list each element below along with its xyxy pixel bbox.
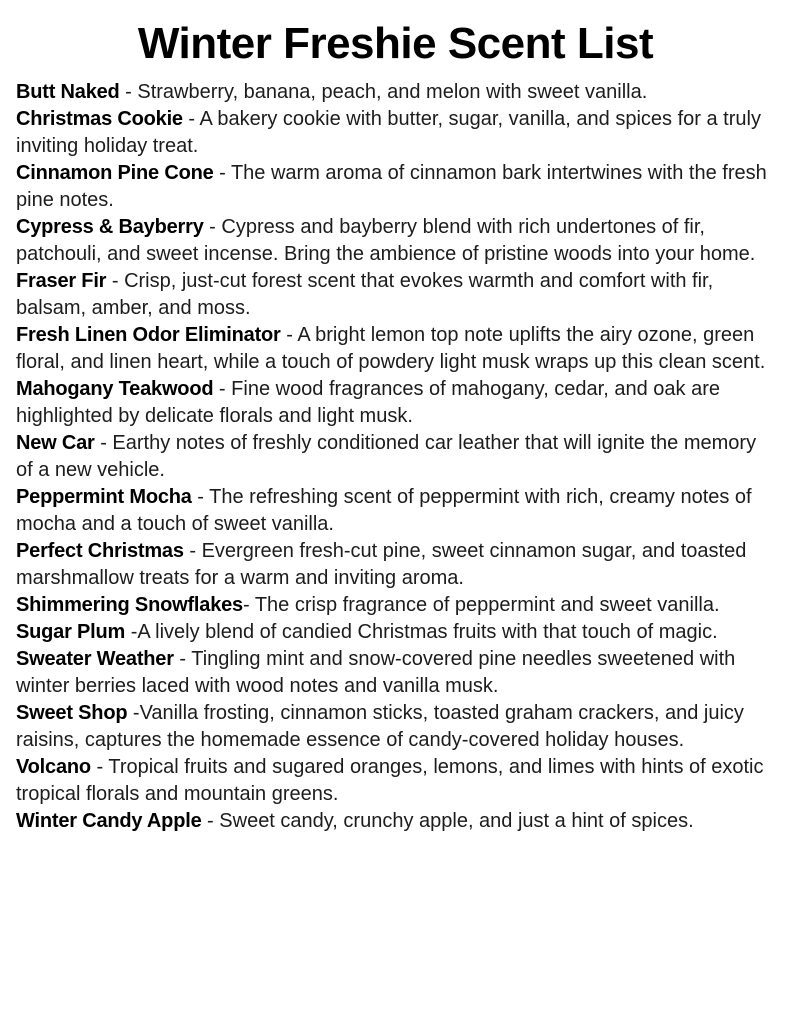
scent-name: Butt Naked xyxy=(16,81,120,103)
scent-list xyxy=(16,79,775,835)
scent-description: Tropical fruits and sugared oranges, lemons, and limes with hints of exotic tropical florals and mountain greens. xyxy=(16,756,764,805)
scent-separator: - xyxy=(213,378,232,400)
scent-item xyxy=(16,106,775,160)
scent-separator: - xyxy=(127,702,140,724)
scent-separator: - xyxy=(182,108,200,130)
scent-separator: - xyxy=(191,486,210,508)
scent-separator: - xyxy=(94,432,113,454)
scent-separator: - xyxy=(125,621,138,643)
scent-item xyxy=(16,160,775,214)
scent-description: Vanilla frosting, cinnamon sticks, toasted graham crackers, and juicy raisins, captures the homemade essence of candy-covered holiday houses. xyxy=(16,702,744,751)
scent-separator: - xyxy=(183,540,202,562)
scent-description: Evergreen fresh-cut pine, sweet cinnamon sugar, and toasted marshmallow treats for a warm and inviting aroma. xyxy=(16,540,747,589)
scent-separator: - xyxy=(201,810,220,832)
scent-name: Mahogany Teakwood xyxy=(16,378,214,400)
scent-name: Sweet Shop xyxy=(16,702,128,724)
scent-item xyxy=(16,268,775,322)
scent-item xyxy=(16,808,775,835)
scent-description: The crisp fragrance of peppermint and sweet vanilla. xyxy=(254,594,720,616)
scent-separator: - xyxy=(242,594,255,616)
scent-separator: - xyxy=(106,270,125,292)
scent-description: Sweet candy, crunchy apple, and just a hint of spices. xyxy=(219,810,694,832)
scent-name: Perfect Christmas xyxy=(16,540,184,562)
scent-description: The refreshing scent of peppermint with rich, creamy notes of mocha and a touch of sweet vanilla. xyxy=(16,486,752,535)
scent-separator: - xyxy=(90,756,109,778)
scent-item xyxy=(16,376,775,430)
scent-description: Strawberry, banana, peach, and melon with sweet vanilla. xyxy=(137,81,648,103)
scent-separator: - xyxy=(213,162,231,184)
scent-description: The warm aroma of cinnamon bark intertwines with the fresh pine notes. xyxy=(16,162,767,211)
scent-description: Cypress and bayberry blend with rich undertones of fir, patchouli, and sweet incense. Bring the ambience of pristine woods into your home. xyxy=(16,216,756,265)
scent-name: Volcano xyxy=(16,756,91,778)
scent-name: Peppermint Mocha xyxy=(16,486,192,508)
scent-item xyxy=(16,646,775,700)
scent-item xyxy=(16,430,775,484)
scent-description: A bakery cookie with butter, sugar, vanilla, and spices for a truly inviting holiday treat. xyxy=(16,108,761,157)
scent-item xyxy=(16,700,775,754)
scent-name: Cinnamon Pine Cone xyxy=(16,162,214,184)
scent-name: Shimmering Snowflakes xyxy=(16,594,243,616)
scent-item xyxy=(16,538,775,592)
scent-item xyxy=(16,754,775,808)
scent-name: New Car xyxy=(16,432,95,454)
scent-item xyxy=(16,592,775,619)
scent-item xyxy=(16,484,775,538)
scent-separator: - xyxy=(203,216,222,238)
scent-description: Crisp, just-cut forest scent that evokes warmth and comfort with fir, balsam, amber, and moss. xyxy=(16,270,714,319)
scent-name: Christmas Cookie xyxy=(16,108,183,130)
scent-name: Sweater Weather xyxy=(16,648,174,670)
scent-name: Fresh Linen Odor Eliminator xyxy=(16,324,281,346)
scent-item xyxy=(16,214,775,268)
scent-separator: - xyxy=(173,648,192,670)
page-title: Winter Freshie Scent List xyxy=(137,19,654,68)
scent-name: Sugar Plum xyxy=(16,621,126,643)
scent-name: Cypress & Bayberry xyxy=(16,216,204,238)
scent-description: Tingling mint and snow-covered pine needles sweetened with winter berries laced with wood notes and vanilla musk. xyxy=(16,648,736,697)
scent-description: Earthy notes of freshly conditioned car leather that will ignite the memory of a new vehicle. xyxy=(16,432,757,481)
scent-separator: - xyxy=(119,81,138,103)
scent-description: A bright lemon top note uplifts the airy ozone, green floral, and linen heart, while a touch of powdery light musk wraps up this clean scent. xyxy=(16,324,766,373)
scent-item xyxy=(16,322,775,376)
scent-item xyxy=(16,619,775,646)
scent-description: A lively blend of candied Christmas fruits with that touch of magic. xyxy=(137,621,718,643)
scent-name: Fraser Fir xyxy=(16,270,107,292)
scent-item xyxy=(16,79,775,106)
scent-separator: - xyxy=(280,324,298,346)
scent-name: Winter Candy Apple xyxy=(16,810,202,832)
scent-description: Fine wood fragrances of mahogany, cedar, and oak are highlighted by delicate florals and light musk. xyxy=(16,378,720,427)
